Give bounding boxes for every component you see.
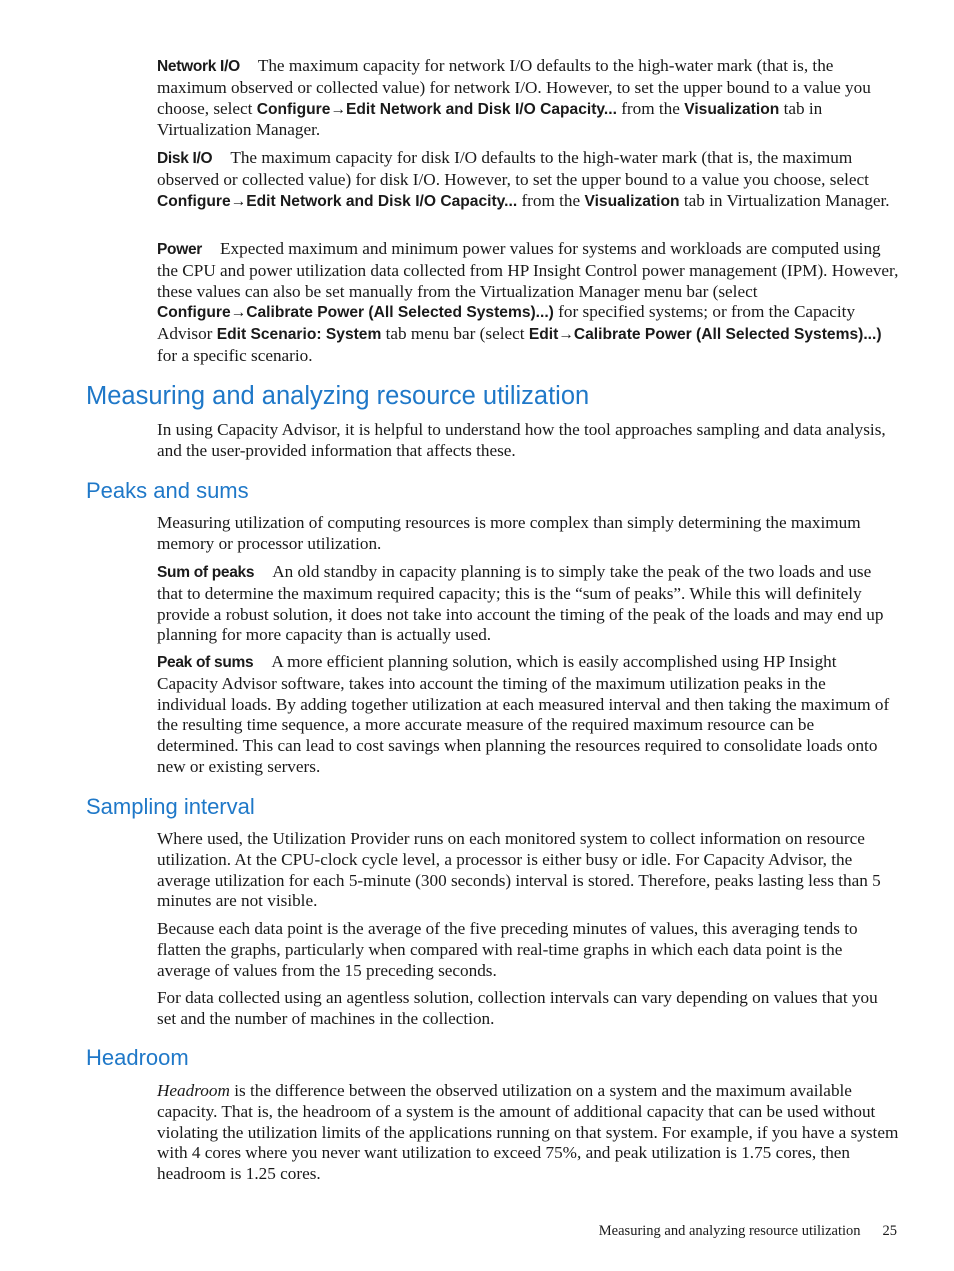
sampling-paragraph-1: Where used, the Utilization Provider runs on each monitored system to collect information on resource utilization. At the CPU-clock cycle level, a processor is either busy or idle. For Capacity Advisor, the average utilization for each 5-minute (300 seconds) interval is stored. Therefore, peaks lasting less than 5 minutes are not visible. [157, 829, 881, 911]
sum-of-peaks-paragraph [157, 562, 899, 646]
sampling-paragraph-1-block [157, 829, 899, 912]
power-term: Power [157, 241, 203, 258]
power-text-1: Expected maximum and minimum power values for systems and workloads are computed using the CPU and power utilization data collected from HP Insight Control power management (IPM). However, these values can also be set manually from the Virtualization Manager menu bar (select [157, 239, 899, 301]
power-menu-path-configure: Configure→Calibrate Power (All Selected Systems)...) [157, 304, 554, 322]
sampling-paragraph-2-block [157, 919, 899, 981]
sampling-paragraph-3-block [157, 988, 899, 1030]
sampling-paragraph-2: Because each data point is the average of the five preceding minutes of values, this averaging tends to flatten the graphs, particularly when compared with real-time graphs in which each data point is the average of values from the 15 preceding seconds. [157, 919, 858, 980]
measuring-intro-block [157, 420, 899, 462]
headroom-text: is the difference between the observed utilization on a system and the maximum available capacity. That is, the headroom of a system is the amount of additional capacity that can be used without violating the utilization limits of the applications running on that system. For example, if you have a system with 4 cores where you never want utilization to exceed 75%, and peak utilization is 1.75 cores, then headroom is 1.25 cores. [157, 1081, 899, 1184]
sampling-paragraph-3: For data collected using an agentless solution, collection intervals can vary depending on values that you set and the number of machines in the collection. [157, 988, 878, 1028]
footer-page-number: 25 [882, 1223, 897, 1239]
disk-io-text-1: The maximum capacity for disk I/O defaults to the high-water mark (that is, the maximum observed or collected value) for disk I/O. However, to set the upper bound to a value you choose, select [157, 148, 869, 189]
peaks-intro-paragraph: Measuring utilization of computing resources is more complex than simply determining the maximum memory or processor utilization. [157, 513, 861, 553]
network-io-paragraph [157, 56, 899, 141]
power-text-4: for a specific scenario. [157, 345, 313, 365]
disk-io-text-3: tab in Virtualization Manager. [679, 190, 890, 210]
peak-of-sums-term: Peak of sums [157, 654, 254, 671]
disk-io-menu-path: Configure→Edit Network and Disk I/O Capacity... [157, 192, 518, 210]
page-footer [599, 1222, 897, 1240]
power-paragraph [157, 239, 899, 367]
sum-of-peaks-text: An old standby in capacity planning is to simply take the peak of the two loads and use that to determine the maximum required capacity; this is the “sum of peaks”. While this will definitely provide a robust solution, it does not take into account the timing of the peak of the loads and may end up planning for more capacity than is actually used. [157, 562, 884, 645]
network-io-text-2: from the [616, 98, 685, 118]
subsection-heading-headroom: Headroom [86, 1045, 189, 1070]
definition-sum-of-peaks [157, 562, 899, 646]
disk-io-paragraph [157, 148, 899, 212]
definition-disk-io [157, 148, 899, 212]
power-tab-name: Edit Scenario: System [216, 326, 382, 344]
subsection-heading-peaks-and-sums: Peaks and sums [86, 478, 249, 503]
network-io-text-1: The maximum capacity for network I/O defaults to the high-water mark (that is, the maximum observed or collected value) for network I/O. However, to set the upper bound to a value you choose, select [157, 56, 871, 118]
power-text-3: tab menu bar (select [381, 324, 529, 344]
power-menu-path-edit: Edit→Calibrate Power (All Selected Systems)...) [528, 326, 882, 344]
peaks-intro-block [157, 513, 899, 555]
footer-running-title: Measuring and analyzing resource utilization [598, 1223, 861, 1239]
headroom-term: Headroom [157, 1081, 230, 1100]
definition-network-io [157, 56, 899, 141]
section-heading-measuring: Measuring and analyzing resource utilization [86, 382, 590, 410]
peak-of-sums-paragraph [157, 652, 899, 778]
network-io-tab-name: Visualization [684, 100, 780, 118]
disk-io-term: Disk I/O [157, 150, 213, 167]
peak-of-sums-text: A more efficient planning solution, which is easily accomplished using HP Insight Capacity Advisor software, takes into account the timing of the maximum utilization peaks in the individual loads. By adding together utilization at each measured interval and then taking the maximum of the resulting time sequence, a more accurate measure of the required maximum resource can be determined. This can lead to cost savings when planning the resources required to consolidate loads onto new or existing servers. [157, 652, 890, 776]
headroom-paragraph [157, 1081, 899, 1185]
disk-io-tab-name: Visualization [584, 192, 680, 210]
subsection-heading-sampling-interval: Sampling interval [86, 794, 255, 819]
disk-io-text-2: from the [517, 190, 585, 210]
sum-of-peaks-term: Sum of peaks [157, 564, 255, 581]
power-text-2: for specified systems; or from the Capacity Advisor [157, 302, 856, 344]
network-io-text-3: tab in Virtualization Manager. [157, 98, 823, 140]
network-io-term: Network I/O [157, 58, 240, 75]
headroom-block [157, 1081, 899, 1185]
network-io-menu-path: Configure→Edit Network and Disk I/O Capacity... [256, 100, 617, 118]
measuring-intro-paragraph: In using Capacity Advisor, it is helpful to understand how the tool approaches sampling and data analysis, and the user-provided information that affects these. [157, 420, 886, 460]
definition-peak-of-sums [157, 652, 899, 778]
definition-power [157, 239, 899, 367]
